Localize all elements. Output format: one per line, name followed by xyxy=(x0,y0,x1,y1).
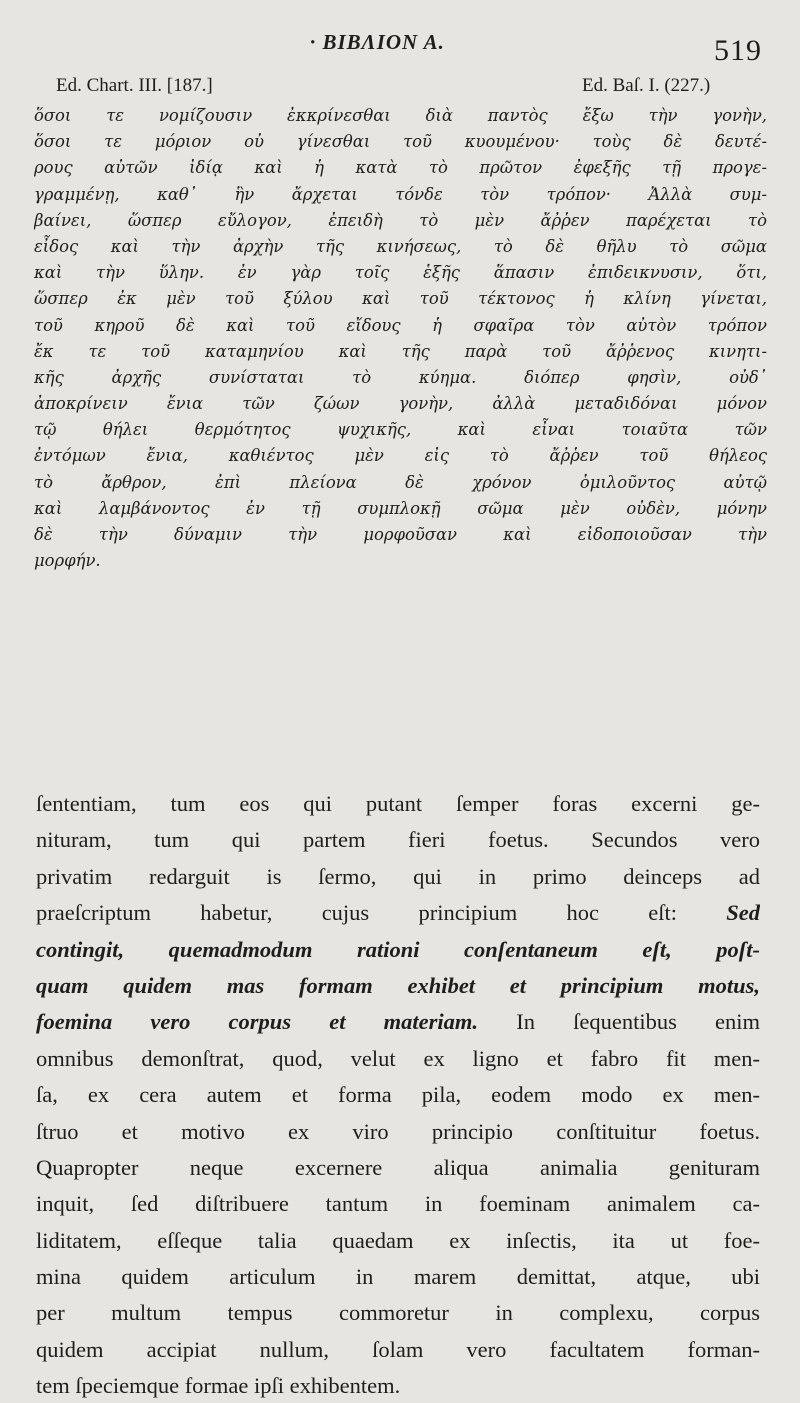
italic-quotation-segment: Sed xyxy=(726,900,760,926)
greek-text-line: γραμμένῃ, καθ᾽ ἣν ἄρχεται τόνδε τὸν τρόπον· Ἀλλὰ συμ- xyxy=(34,184,767,204)
text-segment: quidem accipiat nullum, ſolam vero facultatem forman- xyxy=(36,1336,760,1362)
text-segment: ſententiam, tum eos qui putant ſemper foras excerni ge- xyxy=(36,791,760,816)
latin-text-line xyxy=(36,1295,760,1331)
running-title: · BIBΛΙΟΝ Α. xyxy=(310,30,445,54)
latin-text-line xyxy=(36,1368,760,1403)
greek-text-line: ρους αὐτῶν ἰδίᾳ καὶ ἡ κατὰ τὸ πρῶτον ἐφεξῆς τῇ προγε- xyxy=(34,158,767,178)
latin-text-line xyxy=(36,1004,760,1040)
greek-text-line: ἀποκρίνειν ἔνια τῶν ζώων γονὴν, ἀλλὰ μεταδιδόναι μόνον xyxy=(34,394,767,414)
latin-text-line xyxy=(36,1114,760,1150)
greek-text-line: ὅσοι τε νομίζουσιν ἐκκρίνεσθαι διὰ παντὸς ἔξω τὴν γονὴν, xyxy=(34,106,767,125)
latin-text-line xyxy=(36,1150,760,1186)
text-segment: Quapropter neque excernere aliqua animalia genituram xyxy=(36,1154,760,1180)
latin-text-line xyxy=(36,1186,760,1222)
italic-quotation-segment: contingit, quemadmodum rationi conſentaneum eſt, poſt- xyxy=(36,936,760,962)
text-segment: liditatem, eſſeque talia quaedam ex inſectis, ita ut foe- xyxy=(36,1227,760,1253)
latin-text-line xyxy=(36,895,760,931)
latin-text-line xyxy=(36,1223,760,1259)
text-segment: ſtruo et motivo ex viro principio conſtituitur foetus. xyxy=(36,1118,760,1144)
italic-quotation-segment: quam quidem mas formam exhibet et principium motus, xyxy=(36,972,760,998)
latin-text-line xyxy=(36,1077,760,1113)
greek-text-line: ὅσοι τε μόριον οὐ γίνεσθαι τοῦ κυουμένου· τοὺς δὲ δευτέ- xyxy=(34,132,767,152)
greek-text-line: τὸ ἄρθρον, ἐπὶ πλείονα δὲ χρόνον ὁμιλοῦντος αὐτῷ xyxy=(34,472,767,492)
greek-text-line: καὶ τὴν ὕλην. ἐν γὰρ τοῖς ἑξῆς ἅπασιν ἐπιδεικνυσιν, ὅτι, xyxy=(34,263,767,283)
text-segment: ſa, ex cera autem et forma pila, eodem modo ex men- xyxy=(36,1082,760,1108)
text-segment: mina quidem articulum in marem demittat, atque, ubi xyxy=(36,1264,760,1290)
italic-quotation-segment: foemina vero corpus et materiam. xyxy=(36,1009,479,1035)
edition-reference-right: Ed. Baſ. I. (227.) xyxy=(582,75,711,96)
greek-text-line: βαίνει, ὥσπερ εὔλογον, ἐπειδὴ τὸ μὲν ἄῤῥεν παρέχεται τὸ xyxy=(34,210,767,230)
text-segment: per multum tempus commoretur in complexu, corpus xyxy=(36,1300,760,1326)
greek-text-line: καὶ λαμβάνοντος ἐν τῇ συμπλοκῇ σῶμα μὲν οὐδὲν, μόνην xyxy=(34,498,767,518)
latin-text-line xyxy=(36,1041,760,1077)
latin-text-line xyxy=(36,1259,760,1295)
latin-text-line xyxy=(36,786,760,822)
greek-text-line: εἶδος καὶ τὴν ἀρχὴν τῆς κινήσεως, τὸ δὲ θῆλυ τὸ σῶμα xyxy=(34,236,767,256)
greek-text-line: μορφήν. xyxy=(34,551,101,571)
text-segment: In ſequentibus enim xyxy=(478,1009,760,1035)
latin-translation-block xyxy=(36,786,760,1403)
greek-text-line: ὥσπερ ἐκ μὲν τοῦ ξύλου καὶ τοῦ τέκτονος ἡ κλίνη γίνεται, xyxy=(34,289,767,309)
text-segment: omnibus demonſtrat, quod, velut ex ligno et fabro fit men- xyxy=(36,1045,760,1071)
greek-text-line: κῆς ἀρχῆς συνίσταται τὸ κύημα. διόπερ φησὶν, οὐδ᾽ xyxy=(34,367,767,387)
latin-text-line xyxy=(36,822,760,858)
greek-text-line: ἔκ τε τοῦ καταμηνίου καὶ τῆς παρὰ τοῦ ἄῤῥενος κινητι- xyxy=(34,341,767,361)
edition-reference-left: Ed. Chart. III. [187.] xyxy=(56,75,213,96)
greek-text-line: τῷ θήλει θερμότητος ψυχικῆς, καὶ εἶναι τοιαῦτα τῶν xyxy=(34,420,767,440)
text-segment: tem ſpeciemque formae ipſi exhibentem. xyxy=(36,1373,401,1399)
text-segment: nituram, tum qui partem fieri foetus. Secundos vero xyxy=(36,827,760,853)
latin-text-line xyxy=(36,932,760,968)
latin-text-line xyxy=(36,1332,760,1368)
latin-text-line xyxy=(36,968,760,1004)
greek-text-block xyxy=(34,103,767,574)
page-number: 519 xyxy=(714,34,762,67)
text-segment: praeſcriptum habetur, cujus principium hoc eſt: xyxy=(36,900,727,926)
latin-text-line xyxy=(36,859,760,895)
greek-text-line: τοῦ κηροῦ δὲ καὶ τοῦ εἴδους ἡ σφαῖρα τὸν αὐτὸν τρόπον xyxy=(34,315,767,335)
text-segment: privatim redarguit is ſermo, qui in primo deinceps ad xyxy=(36,863,760,889)
greek-text-line: δὲ τὴν δύναμιν τὴν μορφοῦσαν καὶ εἰδοποιοῦσαν τὴν xyxy=(34,525,767,544)
greek-text-line: ἐντόμων ἔνια, καθιέντος μὲν εἰς τὸ ἄῤῥεν τοῦ θήλεος xyxy=(34,446,767,466)
text-segment: inquit, ſed diſtribuere tantum in foeminam animalem ca- xyxy=(36,1191,760,1217)
